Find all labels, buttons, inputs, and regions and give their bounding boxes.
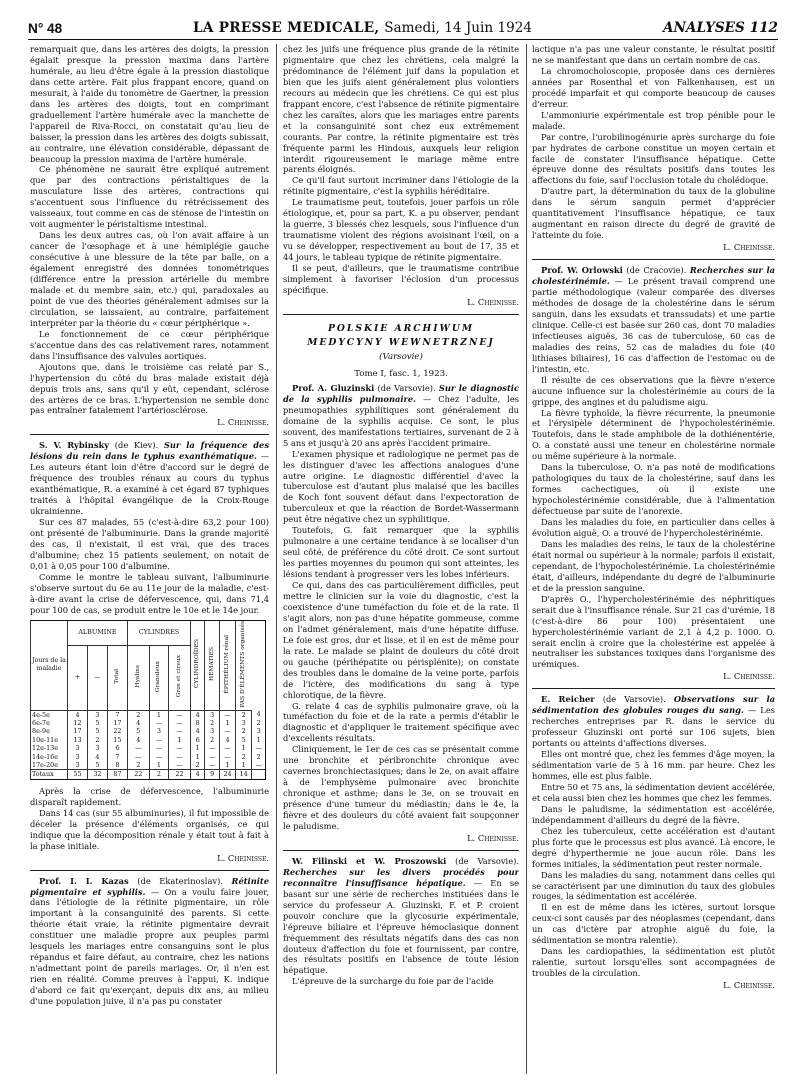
- table-cell: 22: [169, 770, 191, 779]
- table-cell: 1: [219, 719, 235, 727]
- paragraph: Il résulte de ces observations que la fièvre n'exerce aucune influence sur la cholestérinémie au cours de la grippe, des angines et du paludisme aigu.: [532, 374, 775, 407]
- table-cell: Totaux: [31, 770, 68, 779]
- table-cell: 9: [205, 770, 220, 779]
- article-place: (de Varsovie).: [377, 382, 436, 393]
- table-header-granular: Granuleux: [149, 645, 169, 710]
- table-cell: 1: [190, 744, 205, 752]
- table-header-cylindroids: CYLINDROÏDES: [190, 620, 205, 710]
- paragraph: Comme le montre le tableau suivant, l'albuminurie s'observe surtout du 6e au 11e jour de la maladie, c'est-à-dire avant la crise de défervescence, qui, dans 71,4 pour 100 de cas, se produit entre le 10e et le 14e jour.: [30, 571, 269, 615]
- table-cell: —: [169, 727, 191, 735]
- table-header-albumin: ALBUMINE: [68, 620, 128, 645]
- table-header-epithelium: ÉPITHÉLIUM rénal: [219, 620, 235, 710]
- table-cell: 3: [68, 744, 88, 752]
- table-cell: 1: [252, 736, 266, 744]
- paragraph: Chez les tuberculeux, cette accélération est d'autant plus forte que le processus est plus avancé. Là encore, le degré d'hyperthermie ne joue aucun rôle. Dans les formes initiales, la sédimentation peut rester normale.: [532, 825, 775, 869]
- table-cell: 2: [205, 719, 220, 727]
- article-separator: [532, 259, 775, 260]
- signature: L. Cheinisse.: [723, 242, 775, 253]
- section-name: ANALYSES: [662, 20, 745, 36]
- article-author: Prof. W. Orlowski: [541, 265, 623, 276]
- article-title: Recherches sur la cholestérinémie.: [532, 265, 775, 287]
- column-rule: [276, 44, 277, 1074]
- table-cell: 4: [252, 710, 266, 719]
- paragraph: Il se peut, d'ailleurs, que le traumatisme contribue simplement à favoriser l'éclosion d'un processus spécifique.: [283, 263, 519, 295]
- table-cell: 2: [236, 710, 252, 719]
- table-cell: —: [169, 744, 191, 752]
- table-cell: 7: [107, 710, 127, 719]
- table-cell: 12: [68, 719, 88, 727]
- paragraph: D'après O., l'hypercholestérinémie des néphritiques serait due à l'insuffisance rénale. Sur 21 cas d'urémie, 18 (c'est-à-dire 86 pour 100) présentaient une hypercholestérinémie variant de 2,1 à 4,2 p. 1000. O. serait enclin à croire que la cholestérine est appelée à neutraliser les substances toxiques dans l'organisme des urémiques.: [532, 593, 775, 670]
- paragraph: Dans les maladies du foie, en particulier dans celles à évolution aiguë, O. a trouvé de l'hypercholestérinémie.: [532, 517, 775, 538]
- paragraph: Dans les deux autres cas, où l'on avait affaire à un cancer de l'œsophage et à une hémiplégie gauche consécutive à une blessure de la tête par balle, on a également enregistré des données tonométriques (différence entre la pression artérielle du membre malade et du membre sain, etc.) qui, paradoxales au point de vue des théories généralement admises sur la circulation, se laissaient, au contraire, parfaitement interpréter par la théorie du « cœur périphérique ».: [30, 230, 269, 328]
- table-row: [31, 753, 266, 761]
- table-total-row: [31, 770, 266, 779]
- paragraph: G. relate 4 cas de syphilis pulmonaire grave, où la tuméfaction du foie et de la rate a permis d'établir le diagnostic et d'appliquer le traitement spécifique avec d'excellents résultats.: [283, 700, 519, 744]
- paragraph: Sur ces 87 malades, 55 (c'est-à-dire 63,2 pour 100) ont présenté de l'albuminurie. Dans la grande majorité des cas, il n'existait, il est vrai, que des traces d'albumine; chez 15 patients seulement, on notait de 0,01 à 0,05 pour 100 d'albumine.: [30, 517, 269, 571]
- table-cell: 2: [190, 761, 205, 770]
- paragraph: L'épreuve de la surcharge du foie par de l'acide: [292, 976, 494, 987]
- article-separator: [283, 314, 519, 315]
- table-header-casts: CYLINDRES: [127, 620, 190, 645]
- journal-title: LA PRESSE MEDICALE,: [193, 20, 380, 36]
- table-row: [31, 727, 266, 735]
- article-separator: [30, 434, 269, 435]
- table-cell: 14: [236, 770, 252, 779]
- table-cell: —: [169, 719, 191, 727]
- table-cell: 6: [190, 736, 205, 744]
- paragraph: Toutefois, G. fait remarquer que la syphilis pulmonaire a une certaine tendance à se localiser d'un seul côté, de préférence du côté droit. Ce sont surtout les parties moyennes du poumon qui sont atteintes, les lésions tendant à progresser vers les lobes inférieurs.: [283, 525, 519, 580]
- paragraph: L'examen physique et radiologique ne permet pas de les distinguer d'avec les affections analogues d'une autre origine. Le diagnostic différentiel d'avec la tuberculose est d'autant plus malaisé que les bacilles de Koch font souvent défaut dans l'expectoration de tuberculeux et que la réaction de Bordet-Wassermann peut être négative chez un syphilitique.: [283, 448, 519, 525]
- paragraph: L'ammoniurie expérimentale est trop pénible pour le malade.: [532, 109, 775, 131]
- table-cell: 4: [190, 727, 205, 735]
- article-place: (de Kiev).: [114, 440, 159, 451]
- table-cell: 5: [87, 727, 107, 735]
- table-cell: 4: [127, 736, 149, 744]
- article-author: Prof. I. I. Kazas: [39, 875, 129, 886]
- article-text: — Le présent travail comprend une partie méthodologique (valeur comparée des diverses méthodes de dosage de la cholestérine dans le sérum sanguin, dans les exsudats et transsudats) et une partie clinique. Celle-ci est basée sur 260 cas, dont 70 maladies infectieuses aiguës, 36 cas de tuberculose, 60 cas de maladies des reins, 52 cas de maladies du foie (40 lithiases biliaires), 16 cas d'affection de l'estomac ou de l'intestin, etc.: [532, 276, 775, 374]
- article-place: (de Ekaterinoslav).: [137, 875, 223, 886]
- table-row: [31, 736, 266, 744]
- table-cell: 17: [68, 727, 88, 735]
- table-cell: 1: [149, 710, 169, 719]
- table-cell: 2: [127, 710, 149, 719]
- table-cell: 1: [149, 761, 169, 770]
- article-author: Prof. A. Gluzinski: [292, 382, 375, 393]
- table-cell: 87: [107, 770, 127, 779]
- paragraph: La chromocholoscopie, proposée dans ces dernières années par Rosenthal et von Falkenhausen, est un procédé imparfait et qui comporte beaucoup de causes d'erreur.: [532, 65, 775, 109]
- table-cell: —: [149, 719, 169, 727]
- table-cell: —: [252, 744, 266, 752]
- paragraph: Dans les cardiopathies, la sédimentation est plutôt ralentie, surtout lorsqu'elles sont accompagnées de troubles de la circulation.: [532, 946, 775, 979]
- table-cell: 3: [252, 727, 266, 735]
- table-cell: 24: [219, 770, 235, 779]
- table-cell: 2: [127, 761, 149, 770]
- table-cell: 2: [236, 753, 252, 761]
- table-row: [31, 761, 266, 770]
- paragraph: Il en est de même dans les ictères, surtout lorsque ceux-ci sont causés par des néoplasmes (cependant, dans un cas d'ictère par atrophie aiguë du foie, la sédimentation se montra ralentie).: [532, 902, 775, 946]
- paragraph: Le traumatisme peut, toutefois, jouer parfois un rôle étiologique, et, pour sa part, K. a pu observer, pendant la guerre, 3 blessés chez lesquels, sous l'influence d'un traumatisme violent des régions avoisinant l'œil, on a vu se développer, respectivement au bout de 17, 35 et 44 jours, le tableau typique de rétinite pigmentaire.: [283, 197, 519, 263]
- table-cell: 4: [190, 710, 205, 719]
- article-place: (de Cracovie).: [626, 265, 687, 276]
- table-cell: 4: [68, 710, 88, 719]
- table-header-total: Total: [107, 645, 127, 710]
- table-cell: 2: [149, 770, 169, 779]
- table-cell: —: [205, 753, 220, 761]
- table-cell: 8: [190, 719, 205, 727]
- journal-name-line-1: POLSKIE ARCHIWUM: [327, 322, 475, 334]
- article-paragraph: [532, 694, 775, 749]
- paragraph: Entre 50 et 75 ans, la sédimentation devient accélérée, et cela aussi bien chez les hommes que chez les femmes.: [532, 781, 775, 803]
- paragraph: remarquait que, dans les artères des doigts, la pression égalait presque la pression maxima dans l'artère humérale, au lieu d'être égale à la pression diastolique dans cette artère. Fait plus frappant encore, quand on mesurait, à l'aide du tonomètre de Gaertner, la pression dans les artères des doigts, tout en comprimant graduellement l'artère humérale avec la manchette de l'appareil de Riva-Rocci, on constatait qu'au lieu de baisser, la pression dans les artères des doigts subissait, au contraire, une élévation considérable, dépassant de beaucoup la pression maxima de l'artère humérale.: [30, 44, 269, 164]
- table-cell: 8: [107, 761, 127, 770]
- article-text: — Les auteurs étant loin d'être d'accord sur le degré de fréquence des troubles rénaux au cours du typhus exanthématique, R. a examiné à cet égard 87 typhiques traités à l'hôpital évangélique de la Croix-Rouge ukrainienne.: [30, 451, 269, 517]
- section-and-page: [663, 20, 778, 36]
- page-number: 112: [749, 20, 778, 36]
- table-cell: —: [219, 727, 235, 735]
- table-cell: 17: [107, 719, 127, 727]
- article-title: Sur la fréquence des lésions du rein dans le typhus exanthématique.: [30, 440, 269, 462]
- table-cell: 1: [219, 761, 235, 770]
- paragraph: Après la crise de défervescence, l'albuminurie disparaît rapidement.: [30, 785, 269, 807]
- table-row: [31, 719, 266, 727]
- article-separator: [283, 850, 519, 851]
- table-cell: 10e-11e: [31, 736, 68, 744]
- table-cell: 22: [107, 727, 127, 735]
- paragraph: La fièvre typhoïde, la fièvre récurrente, la pneumonie et l'érysipèle déterminent de l'hypocholestérinémie. Toutefois, dans le stade amphibole de la dothiénentérie, O. a constaté aussi une teneur en cholestérine normale ou même supérieure à la normale.: [532, 407, 775, 462]
- table-cell: —: [127, 744, 149, 752]
- table-cell: 3: [68, 761, 88, 770]
- paragraph: chez les juifs une fréquence plus grande de la rétinite pigmentaire que chez les chrétiens, cela malgré la prédominance de l'élément juif dans la population et bien que les juifs aient généralement plus volontiers recours au médecin que les chrétiens. Ce qui est plus frappant encore, c'est l'absence de rétinite pigmentaire chez les caraïtes, alors que les mariages entre parents et la consanguinité sont chez eux extrêmement courants. Par contre, la rétinite pigmentaire est très fréquente parmi les Hindous, auxquels leur religion interdit rigoureusement le mariage même entre parents éloignés.: [283, 44, 519, 175]
- table-cell: —: [149, 744, 169, 752]
- table-header-days: Jours de la maladie: [31, 620, 68, 710]
- table-row: [31, 744, 266, 752]
- article-title: Recherches sur les divers procédés pour reconnaître l'insuffisance hépatique.: [283, 866, 519, 888]
- table-cell: 2: [252, 753, 266, 761]
- table-cell: 12e-13e: [31, 744, 68, 752]
- journal-heading: [283, 322, 519, 381]
- journal-name-line-2: MEDYCYNY WEWNETRZNEJ: [307, 336, 495, 348]
- column-3: [532, 44, 775, 1074]
- table-cell: —: [169, 753, 191, 761]
- table-cell: 5: [127, 727, 149, 735]
- paragraph: Par contre, l'urobilinogénurie après surcharge du foie par hydrates de carbone constitue un moyen certain et facile de constater l'insuffisance hépatique. Cette épreuve donne des résultats positifs dans toutes les affections du foie, sauf l'occlusion totale du cholédoque.: [532, 131, 775, 186]
- table-cell: 2: [205, 736, 220, 744]
- table-cell: 3: [236, 719, 252, 727]
- issue-date: Samedi, 14 Juin 1924: [384, 20, 533, 36]
- paragraph: Ce qu'il faut surtout incriminer dans l'étiologie de la rétinite pigmentaire, c'est la syphilis héréditaire.: [283, 175, 519, 197]
- paragraph: Elles ont montré que, chez les femmes d'âge moyen, la sédimentation varie de 5 à 16 mm. par heure. Chez les hommes, elle est plus faible.: [532, 749, 775, 781]
- table-header-red-cells: HÉMATIES: [205, 620, 220, 710]
- table-cell: 6: [107, 744, 127, 752]
- table-header-minus: —: [87, 645, 107, 710]
- article-paragraph: [283, 383, 519, 449]
- article-paragraph: [30, 876, 269, 1007]
- albuminuria-table: [30, 620, 266, 780]
- article-text: — On a voulu faire jouer, dans l'étiologie de la rétinite pigmentaire, un rôle important à la consanguinité des parents. Si cette théorie était vraie, la rétinite pigmentaire devrait constituer une maladie propre aux peuples parmi lesquels les mariages entre consanguins sont le plus répandus et faire défaut, au contraire, chez les nations n'admettant point de pareils mariages. Or, il n'en est rien en réalité. Comme preuves à l'appui, K. indique d'abord ce fait qu'exerçant, depuis dix ans, au milieu d'une population juive, il n'a pas pu constater: [30, 886, 269, 1007]
- table-cell: 17e-20e: [31, 761, 68, 770]
- article-author: W. Filinski et W. Proszowski: [292, 855, 447, 866]
- table-cell: 3: [205, 710, 220, 719]
- table-header-no-elements: PAS D'ÉLÉMENTS organisés: [236, 620, 252, 710]
- table-cell: 8e-9e: [31, 727, 68, 735]
- journal-location: (Varsovie): [379, 351, 423, 362]
- table-cell: 5: [87, 761, 107, 770]
- paragraph: Ce qui, dans des cas particulièrement difficiles, peut mettre le clinicien sur la voie du diagnostic, c'est la coexistence d'une tuméfaction du foie et de la rate. Il s'agit alors, non pas d'une hépatite gommeuse, comme on l'admet généralement, mais d'une hépatite diffuse. Le foie est gros, dur et lisse, et il en est de même pour la rate. Le malade se plaint de douleurs du côté droit ou gauche (périhépatite ou périsplénite); on constate des troubles dans le domaine de la veine porte, parfois de l'ictère, des modifications du sang à type chlorotique, de la fièvre.: [283, 580, 519, 700]
- table-cell: —: [149, 736, 169, 744]
- table-cell: 4: [87, 753, 107, 761]
- table-cell: 3: [87, 710, 107, 719]
- table-header-waxy: Gros et cireux: [169, 645, 191, 710]
- table-cell: —: [219, 744, 235, 752]
- table-cell: —: [205, 744, 220, 752]
- issue-number: N° 48: [28, 21, 63, 36]
- table-cell: —: [169, 710, 191, 719]
- table-cell: 15: [107, 736, 127, 744]
- paragraph: lactique n'a pas une valeur constante, le résultat positif ne se manifestant que dans un certain nombre de cas.: [532, 44, 775, 65]
- table-cell: 32: [87, 770, 107, 779]
- table-cell: 1: [169, 736, 191, 744]
- paragraph: Dans les maladies des reins, le taux de la cholestérine était normal ou supérieur à la normale; parfois il existait, cependant, de l'hypocholestérinémie. La cholestérinémie était, d'ailleurs, indépendante du degré de l'albuminurie et de la pression sanguine.: [532, 538, 775, 593]
- table-cell: 13: [68, 736, 88, 744]
- table-cell: 3: [87, 744, 107, 752]
- column-2: [283, 44, 519, 1074]
- table-cell: 2: [252, 719, 266, 727]
- signature: L. Cheinisse.: [467, 832, 519, 843]
- table-header-hyaline: Hyalins: [127, 645, 149, 710]
- paragraph: Ce phénomène ne saurait être expliqué autrement que par des contractions péristaltiques de la musculature lisse des artères, contractions qui s'accentuent sous l'influence du rétrécissement des vaisseaux, tout comme en cas de sténose de l'intestin on voit augmenter le péristaltisme intestinal.: [30, 164, 269, 230]
- table-cell: 6e-7e: [31, 719, 68, 727]
- table-cell: 4: [190, 770, 205, 779]
- table-cell: —: [149, 753, 169, 761]
- masthead: [193, 20, 532, 36]
- signature: L. Cheinisse.: [467, 296, 519, 307]
- journal-volume: Tome I, fasc. 1, 1923.: [354, 368, 448, 379]
- paragraph: Dans 14 cas (sur 55 albuminuries), il fut impossible de déceler la présence d'éléments organisés, ce qui indique que la décomposition rénale y était tout à fait à la phase initiale.: [30, 807, 269, 851]
- article-separator: [532, 688, 775, 689]
- article-paragraph: [283, 856, 519, 976]
- table-cell: —: [252, 761, 266, 770]
- article-text: — Les recherches entreprises par R. dans le service du professeur Gluzinski ont porté sur 106 sujets, bien portants ou atteints d'affections diverses.: [532, 705, 775, 749]
- article-place: (de Varsovie).: [455, 855, 519, 866]
- table-cell: 1: [190, 753, 205, 761]
- article-author: S. V. Rybinsky: [39, 440, 110, 451]
- article-paragraph: [30, 440, 269, 517]
- table-cell: —: [205, 761, 220, 770]
- table-cell: 1: [236, 761, 252, 770]
- table-cell: 14e-16e: [31, 753, 68, 761]
- article-text: — En se basant sur une série de recherches instituées dans le service du professeur A. Gluzinski, F. et P. croient pouvoir conclure que la glycosurie expérimentale, l'épreuve biliaire et l'épreuve hémoclasique donnent fréquemment des résultats négatifs dans des cas non douteux d'affection du foie et fournissent, par contre, des résultats positifs en l'absence de toute lésion hépatique.: [283, 877, 519, 976]
- signature: L. Cheinisse.: [217, 417, 269, 428]
- article-paragraph: [532, 265, 775, 375]
- table-cell: —: [219, 753, 235, 761]
- signature: L. Cheinisse.: [723, 980, 775, 991]
- signature: L. Cheinisse.: [217, 852, 269, 863]
- paragraph: Ajoutons que, dans le troisième cas relaté par S., l'hypertension du côté du bras malade existait déjà depuis trois ans, sans qu'il y eût, cependant, sclérose des artères de ce bras. L'hypertension ne semble donc pas entraîner fatalement l'artériosclérose.: [30, 361, 269, 416]
- table-cell: 2: [87, 736, 107, 744]
- table-cell: 2: [236, 727, 252, 735]
- table-cell: 3: [205, 727, 220, 735]
- paragraph: Dans la tuberculose, O. n'a pas noté de modifications pathologiques du taux de la cholestérine, sauf dans les formes cachectiques, où il existe une hypocholestérinémie considérable, due à l'alimentation défectueuse par suite de l'anorexie.: [532, 462, 775, 517]
- table-header-plus: +: [68, 645, 88, 710]
- table-cell: 3: [149, 727, 169, 735]
- table-cell: 5: [87, 719, 107, 727]
- table-row: [31, 710, 266, 719]
- table-cell: —: [169, 761, 191, 770]
- article-author: E. Reicher: [541, 694, 595, 705]
- table-cell: 4: [219, 736, 235, 744]
- paragraph: Dans le paludisme, la sédimentation est accélérée, indépendamment d'ailleurs du degré de la fièvre.: [532, 803, 775, 825]
- article-separator: [30, 870, 269, 871]
- running-header: [28, 16, 778, 40]
- table-cell: —: [219, 710, 235, 719]
- table-cell: 3: [68, 753, 88, 761]
- paragraph: Dans les maladies du sang, notamment dans celles qui se caractérisent par une diminution du taux des globules rouges, la sédimentation est accélérée.: [532, 869, 775, 902]
- article-place: (de Varsovie).: [602, 694, 666, 705]
- table-cell: 4e-5e: [31, 710, 68, 719]
- article-title: Sur le diagnostic de la syphilis pulmonaire.: [283, 382, 519, 404]
- article-title: Rétinite pigmentaire et syphilis.: [30, 875, 269, 897]
- table-cell: [252, 770, 266, 779]
- article-title: Observations sur la sédimentation des globules rouges du sang.: [532, 694, 775, 716]
- table-cell: 4: [127, 719, 149, 727]
- column-rule: [526, 44, 527, 1074]
- table-cell: 7: [107, 753, 127, 761]
- table-cell: 22: [127, 770, 149, 779]
- table-cell: 5: [236, 736, 252, 744]
- signature: L. Cheinisse.: [723, 671, 775, 682]
- table-cell: 1: [236, 744, 252, 752]
- article-text: — Chez l'adulte, les pneumopathies syphilitiques sont généralement du domaine de la syphilis acquise. Ce sont, le plus souvent, des manifestations tertiaires, survenant de 2 à 5 ans et jusqu'à 20 ans après l'accident primaire.: [283, 393, 519, 448]
- table-cell: —: [127, 753, 149, 761]
- column-1: [30, 44, 269, 1074]
- paragraph: Cliniquement, le 1er de ces cas se présentait comme une bronchite et péribronchite chronique avec cavernes bronchiectasiques; dans le 2e, on avait affaire à de l'emphysème pulmonaire avec bronchite chronique et asthme; dans le 3e, on se trouvait en présence d'une tumeur du médiastin; dans le 4e, la fièvre et des douleurs du côté avaient fait soupçonner le paludisme.: [283, 744, 519, 831]
- paragraph: D'autre part, la détermination du taux de la globuline dans le sérum sanguin permet d'apprécier quantitativement l'insuffisance hépatique, ce taux augmentant en raison directe du degré de gravité de l'atteinte du foie.: [532, 186, 775, 241]
- paragraph: Le fonctionnement de ce cœur périphérique s'accentue dans des cas relativement rares, notamment dans l'insuffisance des valvules aortiques.: [30, 328, 269, 361]
- table-cell: 55: [68, 770, 88, 779]
